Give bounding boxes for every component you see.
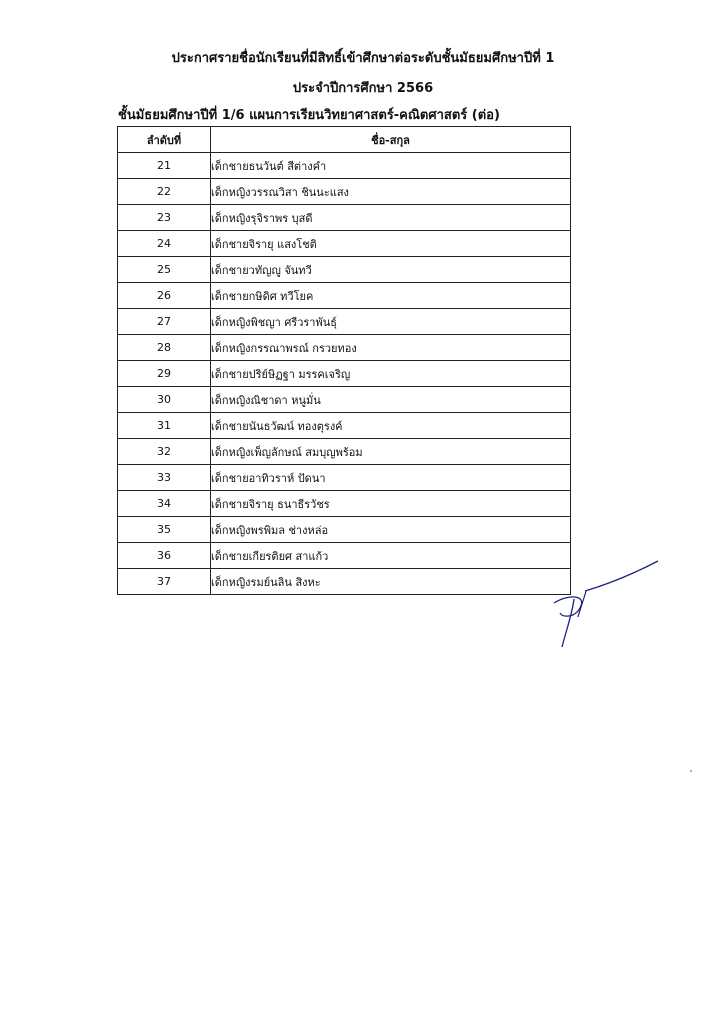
row-number: 23 xyxy=(118,205,211,231)
table-row xyxy=(118,309,571,335)
student-name: เด็กหญิงรมย์นลิน สิงหะ xyxy=(211,569,571,595)
student-name: เด็กหญิงรุจิราพร บุสดี xyxy=(211,205,571,231)
row-number: 31 xyxy=(118,413,211,439)
table-row xyxy=(118,569,571,595)
student-name: เด็กหญิงพรพิมล ช่างหล่อ xyxy=(211,517,571,543)
student-name: เด็กหญิงพิชญา ศรีวราพันธุ์ xyxy=(211,309,571,335)
row-number: 35 xyxy=(118,517,211,543)
table-row xyxy=(118,543,571,569)
student-roster-table xyxy=(117,126,571,595)
table-row xyxy=(118,257,571,283)
table-row xyxy=(118,491,571,517)
student-name: เด็กชายจิรายุ ธนาธีรวัชร xyxy=(211,491,571,517)
roster-body xyxy=(118,153,571,595)
academic-year: ประจำปีการศึกษา 2566 xyxy=(292,81,434,96)
signature xyxy=(540,555,670,650)
student-name: เด็กหญิงณิชาดา หนูมั่น xyxy=(211,387,571,413)
table-header-row xyxy=(118,127,571,153)
announcement-title: ประกาศรายชื่อนักเรียนที่มีสิทธิ์เข้าศึกษาต่อระดับชั้นมัธยมศึกษาปีที่ 1 xyxy=(171,51,555,66)
page-header xyxy=(0,44,726,104)
table-row xyxy=(118,283,571,309)
row-number: 37 xyxy=(118,569,211,595)
student-name: เด็กชายวทัญญู จันทวี xyxy=(211,257,571,283)
student-name: เด็กชายปริย์ษิฏฐา มรรคเจริญ xyxy=(211,361,571,387)
row-number: 24 xyxy=(118,231,211,257)
row-number: 30 xyxy=(118,387,211,413)
row-number: 32 xyxy=(118,439,211,465)
row-number: 27 xyxy=(118,309,211,335)
row-number: 28 xyxy=(118,335,211,361)
table-row xyxy=(118,413,571,439)
table-row xyxy=(118,153,571,179)
table-row xyxy=(118,335,571,361)
student-name: เด็กหญิงวรรณวิสา ชินนะแสง xyxy=(211,179,571,205)
student-name: เด็กชายนันธวัฒน์ ทองตุรงค์ xyxy=(211,413,571,439)
table-row xyxy=(118,517,571,543)
row-number: 25 xyxy=(118,257,211,283)
student-name: เด็กชายเกียรติยศ สาแก้ว xyxy=(211,543,571,569)
student-name: เด็กชายกษิดิศ ทวีโยค xyxy=(211,283,571,309)
row-number: 33 xyxy=(118,465,211,491)
column-header-name: ชื่อ-สกุล xyxy=(211,127,571,153)
scan-speck xyxy=(690,770,692,772)
row-number: 21 xyxy=(118,153,211,179)
student-name: เด็กหญิงกรรณาพรณ์ กรวยทอง xyxy=(211,335,571,361)
student-name: เด็กชายอาทิวราห์ ปัดนา xyxy=(211,465,571,491)
row-number: 26 xyxy=(118,283,211,309)
student-name: เด็กชายธนวันต์ สีต่างคำ xyxy=(211,153,571,179)
student-name: เด็กชายจิรายุ แสงโชติ xyxy=(211,231,571,257)
table-row xyxy=(118,465,571,491)
table-row xyxy=(118,387,571,413)
column-header-number: ลำดับที่ xyxy=(118,127,211,153)
table-row xyxy=(118,361,571,387)
row-number: 29 xyxy=(118,361,211,387)
table-row xyxy=(118,179,571,205)
class-plan-heading: ชั้นมัธยมศึกษาปีที่ 1/6 แผนการเรียนวิทยาศาสตร์-คณิตศาสตร์ (ต่อ) xyxy=(118,108,500,123)
student-name: เด็กหญิงเพ็ญลักษณ์ สมบุญพร้อม xyxy=(211,439,571,465)
row-number: 34 xyxy=(118,491,211,517)
table-row xyxy=(118,205,571,231)
row-number: 22 xyxy=(118,179,211,205)
row-number: 36 xyxy=(118,543,211,569)
table-row xyxy=(118,231,571,257)
table-row xyxy=(118,439,571,465)
